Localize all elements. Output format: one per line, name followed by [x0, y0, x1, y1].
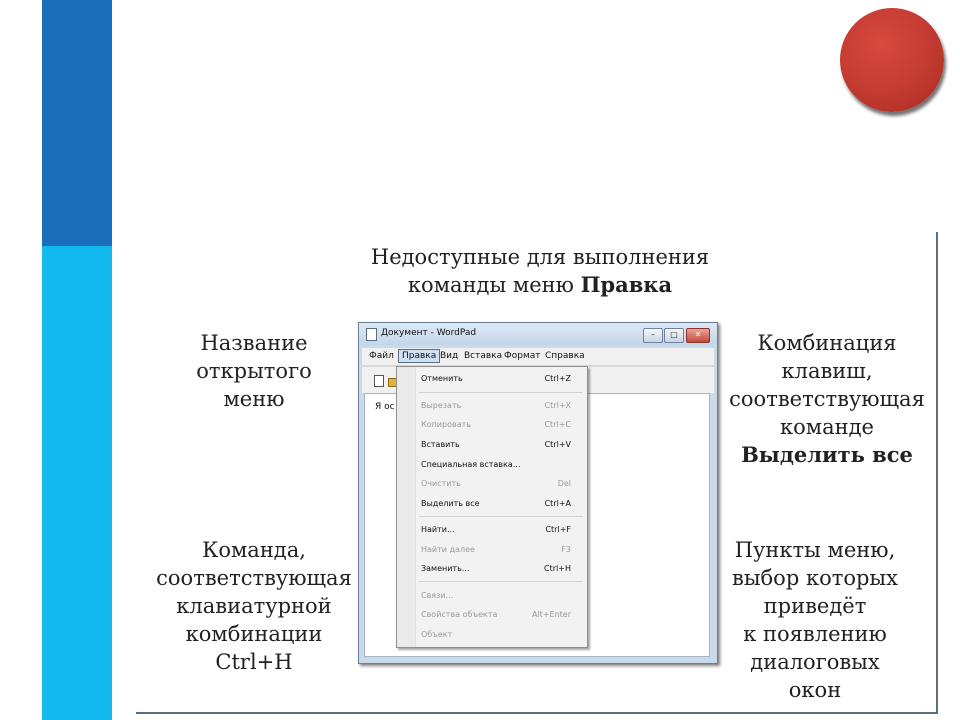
menu-item-shortcut: Ctrl+C [544, 420, 571, 429]
menu-item-label: Найти... [421, 525, 455, 534]
caption-right-top-bold: Выделить все [741, 442, 913, 467]
menu-file[interactable]: Файл [369, 351, 394, 361]
menu-view[interactable]: Вид [440, 351, 459, 361]
minimize-button[interactable]: – [643, 328, 663, 343]
menu-item-label: Найти далее [421, 545, 475, 554]
caption-line: диалоговых [750, 650, 880, 674]
caption-top [330, 243, 750, 299]
menu-item-shortcut: Alt+Enter [531, 610, 571, 619]
menu-item-copy[interactable] [421, 418, 581, 432]
menu-item-label: Отменить [421, 374, 463, 383]
red-circle-decoration [840, 8, 944, 112]
menu-help[interactable]: Справка [545, 351, 585, 361]
menu-format[interactable]: Формат [504, 351, 541, 361]
menu-item-label: Объект [421, 630, 453, 639]
menu-item-shortcut: F3 [561, 545, 571, 554]
caption-right-top [716, 329, 938, 469]
caption-line: комбинации [185, 622, 323, 646]
menu-item-label: Очистить [421, 479, 461, 488]
window-title: Документ - WordPad [381, 328, 477, 338]
menu-item-shortcut: Ctrl+V [544, 440, 571, 449]
menu-bar [362, 348, 714, 365]
caption-top-bold: Правка [580, 272, 673, 297]
menu-insert[interactable]: Вставка [464, 351, 503, 361]
caption-top-line2: команды меню Правка [407, 272, 673, 297]
menu-item-clear[interactable] [421, 477, 581, 491]
menu-item-replace[interactable] [421, 562, 581, 576]
caption-left-top [168, 329, 340, 413]
frame-bottom-line [136, 712, 938, 714]
menu-item-label: Копировать [421, 420, 471, 429]
caption-line: окон [788, 678, 842, 702]
caption-line: команде [780, 415, 874, 439]
menu-item-label: Свойства объекта [421, 610, 498, 619]
caption-line: соответствующая [156, 566, 352, 590]
edit-dropdown-menu [396, 366, 588, 648]
left-dark-bar [42, 0, 112, 246]
menu-separator [419, 392, 583, 393]
caption-line: Команда, [202, 538, 306, 562]
caption-line: соответствующая [729, 387, 925, 411]
menu-separator [419, 581, 583, 582]
frame-right-line [936, 232, 938, 714]
menu-item-label: Специальная вставка... [421, 460, 521, 469]
caption-top-line1: Недоступные для выполнения [370, 245, 710, 269]
menu-item-select-all[interactable] [421, 497, 581, 511]
caption-line: клавиатурной [176, 594, 332, 618]
caption-right-bottom [716, 536, 914, 704]
menu-item-label: Выделить все [421, 499, 480, 508]
menu-separator [419, 516, 583, 517]
menu-item-shortcut: Ctrl+F [545, 525, 571, 534]
menu-item-cut[interactable] [421, 399, 581, 413]
menu-item-shortcut: Ctrl+H [544, 564, 571, 573]
menu-item-links[interactable] [421, 589, 581, 603]
caption-line: меню [223, 387, 285, 411]
caption-line: Пункты меню, [734, 538, 896, 562]
menu-item-find[interactable] [421, 523, 581, 537]
menu-item-shortcut: Ctrl+X [544, 401, 571, 410]
menu-item-shortcut: Ctrl+Z [544, 374, 571, 383]
caption-line: открытого [196, 359, 312, 383]
caption-line: к появлению [743, 622, 887, 646]
caption-line: Название [200, 331, 308, 355]
menu-item-label: Связи... [421, 591, 454, 600]
menu-item-shortcut: Ctrl+A [544, 499, 571, 508]
menu-item-shortcut: Del [557, 479, 571, 488]
document-icon [366, 328, 377, 341]
caption-left-bottom [144, 536, 364, 676]
menu-item-object-properties[interactable] [421, 608, 581, 622]
close-button[interactable]: ✕ [686, 328, 710, 343]
menu-item-object[interactable] [421, 628, 581, 642]
caption-line: Ctrl+H [215, 650, 293, 674]
menu-item-paste[interactable] [421, 438, 581, 452]
menu-item-label: Вставить [421, 440, 460, 449]
new-file-icon[interactable] [374, 375, 384, 387]
left-light-bar [42, 246, 112, 720]
caption-line: Комбинация [757, 331, 897, 355]
menu-item-paste-special[interactable] [421, 458, 581, 472]
menu-icon-gutter [397, 367, 416, 647]
editor-text: Я ос [375, 402, 395, 412]
menu-edit[interactable]: Правка [398, 349, 440, 363]
title-bar[interactable] [359, 323, 717, 345]
maximize-button[interactable]: □ [664, 328, 684, 343]
caption-line: выбор которых [732, 566, 898, 590]
menu-item-label: Вырезать [421, 401, 462, 410]
menu-item-label: Заменить... [421, 564, 470, 573]
caption-line: клавиш, [781, 359, 873, 383]
menu-item-undo[interactable] [421, 372, 581, 386]
menu-item-find-next[interactable] [421, 543, 581, 557]
caption-line: приведёт [763, 594, 867, 618]
